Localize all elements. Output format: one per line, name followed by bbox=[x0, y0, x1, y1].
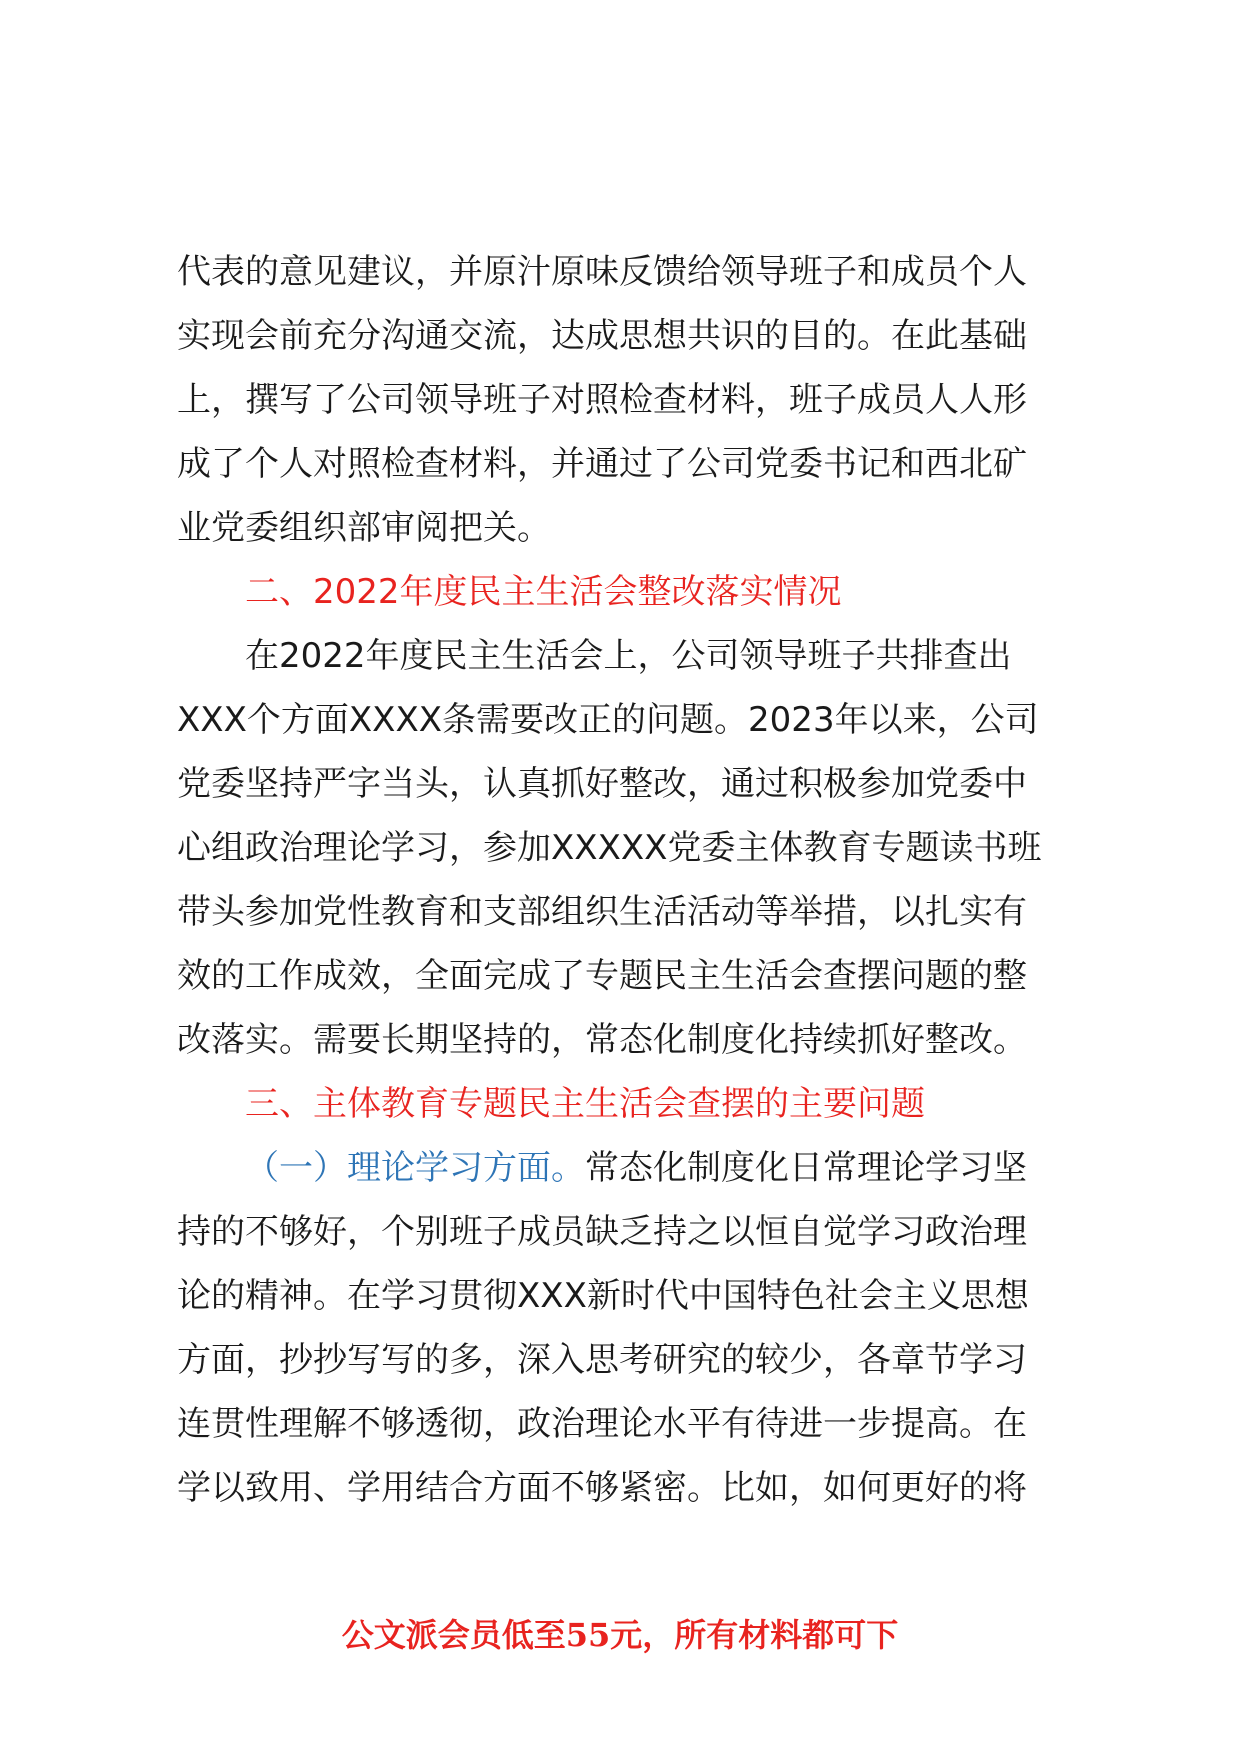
paragraph-line: 成了个人对照检查材料，并通过了公司党委书记和西北矿 bbox=[177, 444, 1027, 484]
section-heading-2: 二、2022年度民主生活会整改落实情况 bbox=[245, 572, 842, 612]
paragraph-line: 方面，抄抄写写的多，深入思考研究的较少，各章节学习 bbox=[177, 1340, 1027, 1380]
subheading-theory-study: （一）理论学习方面。 bbox=[245, 1148, 585, 1188]
paragraph-line: XXX个方面XXXX条需要改正的问题。2023年以来，公司 bbox=[177, 700, 1039, 740]
paragraph-line: 实现会前充分沟通交流，达成思想共识的目的。在此基础 bbox=[177, 316, 1027, 356]
paragraph-line: 效的工作成效，全面完成了专题民主生活会查摆问题的整 bbox=[177, 956, 1027, 996]
paragraph-line: 论的精神。在学习贯彻XXX新时代中国特色社会主义思想 bbox=[177, 1276, 1029, 1316]
paragraph-line: 带头参加党性教育和支部组织生活活动等举措，以扎实有 bbox=[177, 892, 1027, 932]
paragraph-line-with-subheading bbox=[177, 1136, 1097, 1200]
paragraph-line: 业党委组织部审阅把关。 bbox=[177, 508, 551, 548]
section-heading-3: 三、主体教育专题民主生活会查摆的主要问题 bbox=[245, 1084, 925, 1124]
paragraph-text: 常态化制度化日常理论学习坚 bbox=[585, 1148, 1027, 1188]
paragraph-line: 在2022年度民主生活会上，公司领导班子共排查出 bbox=[245, 636, 1012, 676]
paragraph-line: 代表的意见建议，并原汁原味反馈给领导班子和成员个人 bbox=[177, 252, 1027, 292]
paragraph-line: 上，撰写了公司领导班子对照检查材料，班子成员人人形 bbox=[177, 380, 1027, 420]
paragraph-line: 党委坚持严字当头，认真抓好整改，通过积极参加党委中 bbox=[177, 764, 1027, 804]
document-body bbox=[177, 240, 1097, 1520]
paragraph-line: 心组政治理论学习，参加XXXXX党委主体教育专题读书班 bbox=[177, 828, 1042, 868]
paragraph-line: 改落实。需要长期坚持的，常态化制度化持续抓好整改。 bbox=[177, 1020, 1027, 1060]
paragraph-line: 连贯性理解不够透彻，政治理论水平有待进一步提高。在 bbox=[177, 1404, 1027, 1444]
paragraph-line: 学以致用、学用结合方面不够紧密。比如，如何更好的将 bbox=[177, 1468, 1027, 1508]
paragraph-line: 持的不够好，个别班子成员缺乏持之以恒自觉学习政治理 bbox=[177, 1212, 1027, 1252]
footer-promo: 公文派会员低至55元，所有材料都可下 bbox=[341, 1616, 899, 1654]
